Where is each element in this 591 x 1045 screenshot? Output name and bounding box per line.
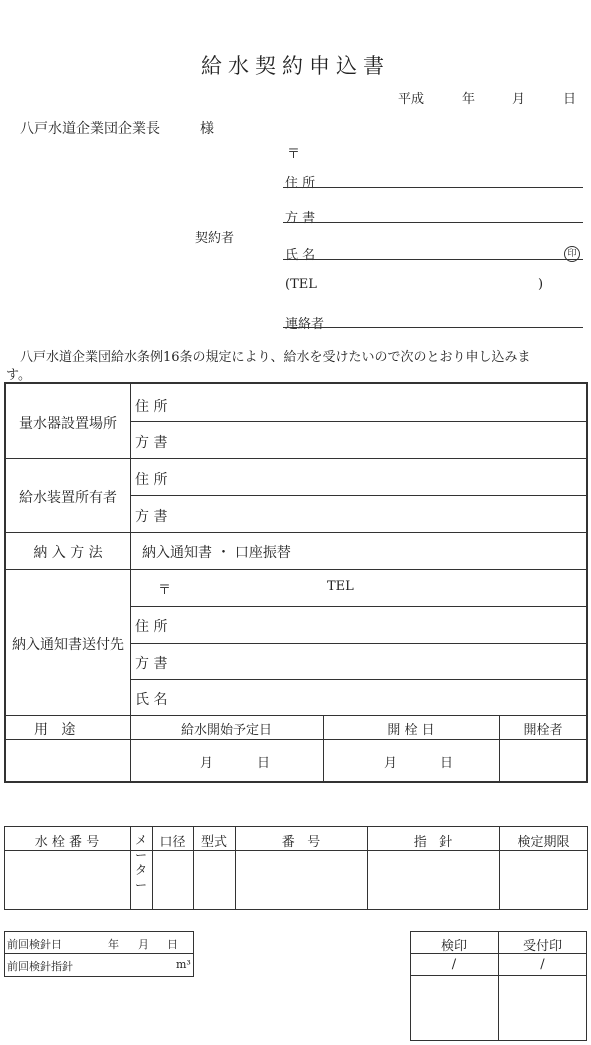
- statement-line1: 八戸水道企業団給水条例16条の規定により、給水を受けたいので次のとおり申し込みま: [20, 350, 531, 365]
- meter-address-label: 住 所: [135, 399, 168, 415]
- statement-line2: す。: [6, 368, 31, 383]
- contact-field[interactable]: [283, 327, 583, 328]
- notice-postal-mark: 〒: [158, 583, 172, 598]
- tel-open: (TEL: [285, 277, 317, 292]
- date-day: 日: [563, 92, 577, 107]
- notice-tel-label: TEL: [327, 579, 354, 594]
- seal-mark: 印: [564, 246, 580, 262]
- meter-care-of-label: 方 書: [135, 435, 168, 451]
- open-month: 月: [384, 756, 398, 771]
- prev-reading-label: 前回検針指針: [7, 960, 73, 973]
- start-month: 月: [200, 756, 214, 771]
- opener-header: 開栓者: [523, 723, 563, 738]
- document-title: 給水契約申込書: [201, 54, 390, 78]
- payment-options[interactable]: 納入通知書 ・ 口座振替: [142, 545, 291, 561]
- purpose-header: 用 途: [34, 722, 76, 738]
- owner-care-of-label: 方 書: [135, 509, 168, 525]
- contractor-label: 契約者: [195, 231, 235, 246]
- name-label: 氏 名: [285, 248, 316, 263]
- meter-header: メーター: [134, 833, 147, 892]
- postal-mark: 〒: [287, 147, 301, 162]
- receipt-slash: /: [540, 957, 545, 972]
- expiry-header: 検定期限: [517, 835, 570, 850]
- date-month: 月: [512, 92, 526, 107]
- owner-label: 給水装置所有者: [19, 490, 117, 506]
- diameter-header: 口径: [159, 835, 186, 850]
- name-field[interactable]: [283, 259, 583, 260]
- inspection-header: 検印: [440, 939, 467, 954]
- cock-number-header: 水 栓 番 号: [34, 835, 100, 850]
- tel-close: ): [538, 277, 544, 292]
- address-field[interactable]: [283, 187, 583, 188]
- contact-label: 連絡者: [285, 317, 325, 332]
- receipt-header: 受付印: [522, 939, 562, 954]
- notice-address-label: 住 所: [135, 619, 168, 635]
- prev-day: 日: [167, 938, 178, 951]
- reading-header: 指 針: [413, 835, 453, 850]
- start-day: 日: [257, 756, 271, 771]
- date-year: 年: [462, 92, 476, 107]
- notice-name-label: 氏 名: [135, 692, 168, 708]
- owner-address-label: 住 所: [135, 472, 168, 488]
- honorific: 様: [200, 121, 214, 137]
- prev-month: 月: [138, 938, 149, 951]
- start-date-header: 給水開始予定日: [180, 723, 272, 738]
- model-header: 型式: [200, 835, 227, 850]
- care-of-field[interactable]: [283, 222, 583, 223]
- notice-care-of-label: 方 書: [135, 656, 168, 672]
- number-header: 番 号: [281, 835, 321, 850]
- meter-location-label: 量水器設置場所: [19, 416, 117, 432]
- open-day: 日: [440, 756, 454, 771]
- address-label: 住 所: [285, 176, 316, 191]
- care-of-label: 方 書: [285, 211, 316, 226]
- addressee: 八戸水道企業団企業長: [20, 121, 160, 137]
- inspection-slash: /: [451, 957, 457, 972]
- prev-date-label: 前回検針日: [7, 938, 62, 951]
- unit-label: m³: [176, 958, 191, 971]
- date-era: 平成: [398, 92, 425, 107]
- notice-destination-label: 納入通知書送付先: [12, 637, 124, 653]
- prev-year: 年: [108, 938, 119, 951]
- open-date-header: 開 栓 日: [387, 723, 435, 738]
- payment-method-label: 納 入 方 法: [33, 545, 103, 561]
